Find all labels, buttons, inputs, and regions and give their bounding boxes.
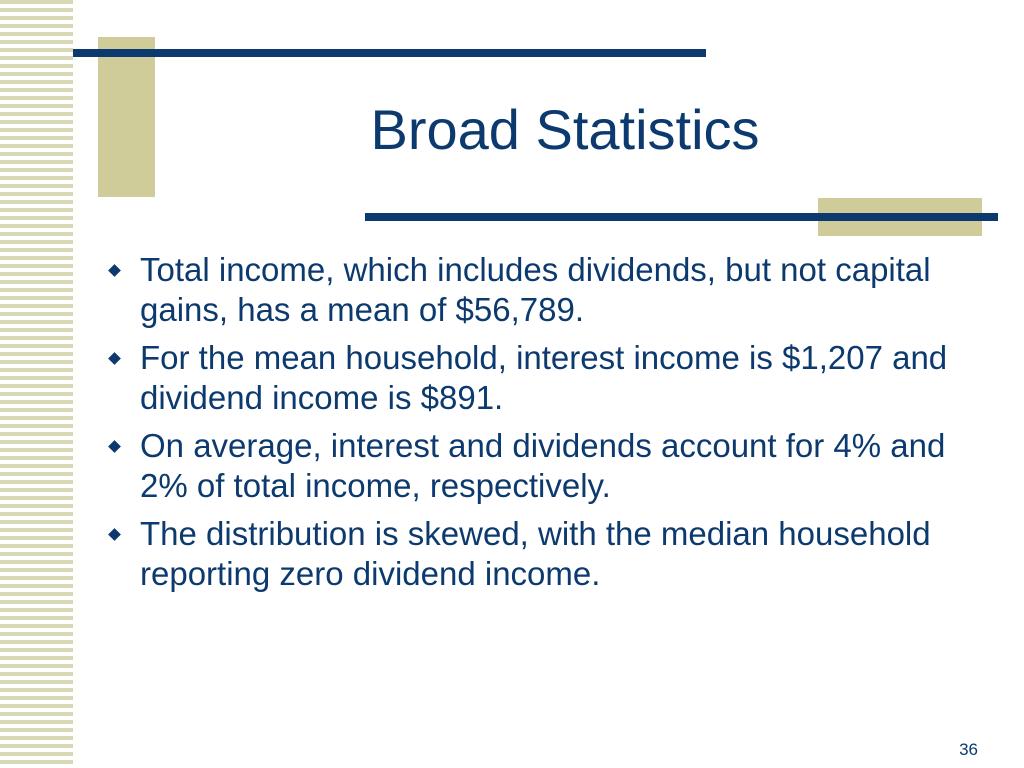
title-rule-top [73, 49, 706, 57]
bullet-text: On average, interest and dividends account for 4% and 2% of total income, respectively. [140, 427, 946, 504]
diamond-bullet-icon [108, 440, 121, 453]
bullet-text: The distribution is skewed, with the median household reporting zero dividend income. [140, 515, 931, 592]
bullet-text: Total income, which includes dividends, but not capital gains, has a mean of $56,789. [140, 251, 931, 328]
bullet-item [103, 338, 983, 418]
bullet-item [103, 250, 983, 330]
title-rule-bottom [365, 213, 998, 221]
diamond-bullet-icon [108, 352, 121, 365]
slide-title: Broad Statistics [370, 98, 760, 161]
diamond-bullet-icon [108, 528, 121, 541]
diamond-bullet-icon [108, 264, 121, 277]
bullet-item [103, 426, 983, 506]
bullet-item [103, 514, 983, 594]
bullet-text: For the mean household, interest income is $1,207 and dividend income is $891. [140, 339, 948, 416]
bullet-list [103, 250, 983, 602]
page-number: 36 [959, 740, 978, 759]
